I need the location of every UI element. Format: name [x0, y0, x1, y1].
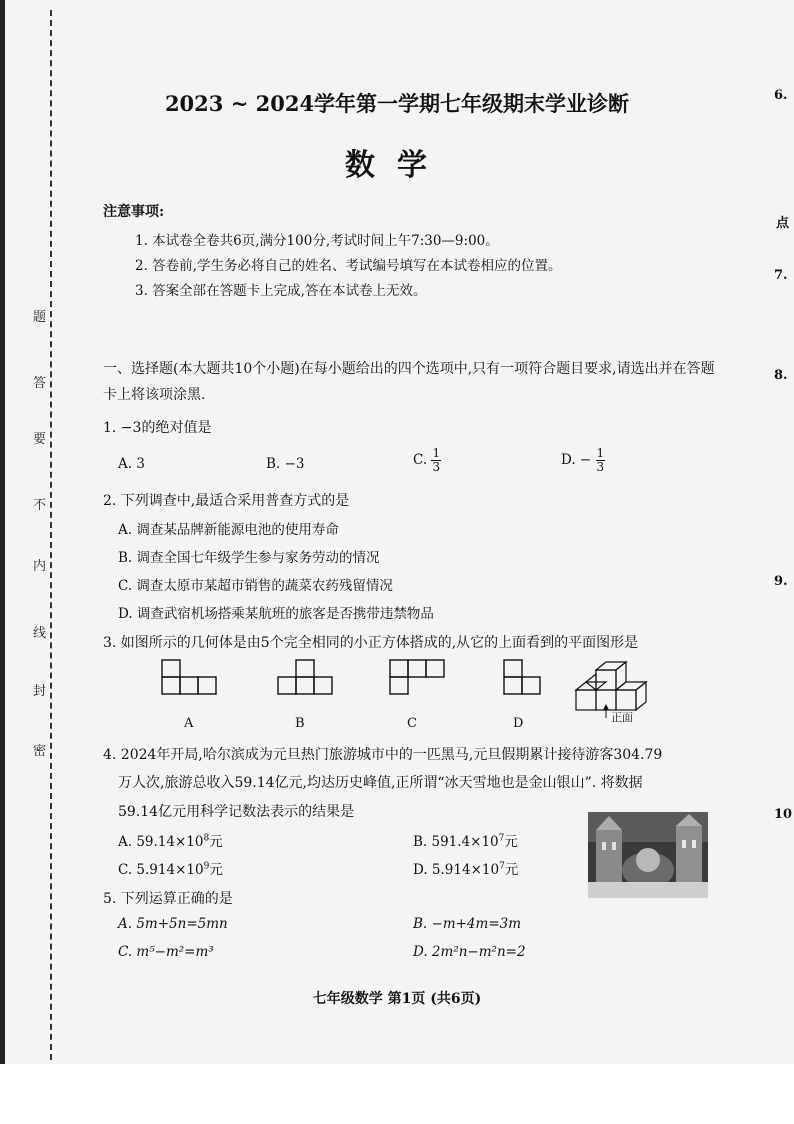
q3-figures — [158, 656, 658, 722]
seal-char: 不 — [33, 498, 47, 513]
q4-c-exp: 9 — [203, 861, 210, 872]
q3-label-b: B — [295, 716, 305, 731]
page-footer: 七年级数学 第1页 (共6页) — [312, 991, 482, 1007]
q2-option-d: D. 调查武宿机场搭乘某航班的旅客是否携带违禁物品 — [118, 606, 434, 622]
q5-option-b: B. −m+4m=3m — [413, 916, 522, 932]
q3-option-c-figure — [390, 660, 444, 694]
q3-option-b-figure — [278, 660, 332, 694]
fraction-numerator: 1 — [596, 446, 605, 460]
fraction-denominator: 3 — [596, 460, 605, 474]
q5-option-c: C. m⁵−m²=m³ — [118, 944, 214, 960]
q4-a-exp: 8 — [203, 833, 210, 844]
question-4-line1: 4. 2024年开局,哈尔滨成为元旦热门旅游城市中的一匹黑马,元旦假期累计接待游客304.79 — [103, 747, 663, 763]
q3-solid-figure — [576, 662, 646, 710]
q4-d-base: D. 5.914×10 — [413, 862, 500, 878]
harbin-photo — [588, 812, 708, 898]
fraction-numerator: 1 — [432, 446, 441, 460]
q4-a-unit: 元 — [209, 834, 223, 850]
notes-heading: 注意事项: — [103, 204, 165, 220]
next-page-label: 点 — [776, 216, 790, 231]
exam-title: 2023 ~ 2024学年第一学期七年级期末学业诊断 — [164, 91, 630, 116]
question-2-stem: 2. 下列调查中,最适合采用普查方式的是 — [103, 493, 350, 509]
q4-c-base: C. 5.914×10 — [118, 862, 204, 878]
q4-b-unit: 元 — [504, 834, 518, 850]
seal-char: 要 — [33, 432, 47, 447]
question-3-stem: 3. 如图所示的几何体是由5个完全相同的小正方体搭成的,从它的上面看到的平面图形是 — [103, 635, 639, 651]
q1-option-a: A. 3 — [118, 456, 145, 472]
next-page-label: 8. — [774, 368, 788, 383]
q3-label-a: A — [184, 716, 194, 731]
seal-char: 密 — [33, 744, 47, 759]
q3-option-d-figure — [504, 660, 540, 694]
q1-option-c — [413, 447, 441, 474]
front-arrow-head — [603, 704, 609, 710]
q4-option-b — [413, 830, 518, 850]
seal-char: 内 — [33, 559, 47, 574]
question-4-line2: 万人次,旅游总收入59.14亿元,均达历史峰值,正所谓“冰天雪地也是金山银山”. 将数据 — [118, 775, 643, 791]
note-item: 3. 答案全部在答题卡上完成,答在本试卷上无效。 — [135, 283, 427, 299]
q4-a-base: A. 59.14×10 — [118, 834, 204, 850]
q3-label-c: C — [407, 716, 417, 731]
next-page-label: 9. — [774, 574, 788, 589]
q4-d-unit: 元 — [504, 862, 519, 878]
fraction — [431, 447, 441, 474]
q4-d-exp: 7 — [499, 861, 505, 872]
q1-option-c-prefix: C. — [413, 452, 428, 468]
q4-c-unit: 元 — [209, 862, 223, 878]
q4-option-c — [118, 858, 223, 878]
q3-label-d: D — [513, 716, 524, 731]
fraction-denominator: 3 — [432, 460, 441, 474]
q3-front-label: 正面 — [611, 711, 633, 724]
seal-char: 答 — [33, 376, 47, 391]
next-page-label: 7. — [774, 268, 788, 283]
q5-option-a: A. 5m+5n=5mn — [118, 916, 228, 932]
seal-char: 线 — [33, 626, 47, 641]
seal-char: 封 — [33, 684, 47, 699]
note-item: 1. 本试卷全卷共6页,满分100分,考试时间上午7:30—9:00。 — [135, 233, 499, 249]
note-item: 2. 答卷前,学生务必将自己的姓名、考试编号填写在本试卷相应的位置。 — [135, 258, 562, 274]
section-intro: 一、选择题(本大题共10个小题)在每小题给出的四个选项中,只有一项符合题目要求,请选出并在答题卡上将该项涂黑. — [103, 361, 715, 403]
q2-option-b: B. 调查全国七年级学生参与家务劳动的情况 — [118, 550, 380, 566]
fraction — [596, 447, 606, 474]
q1-option-d — [561, 447, 605, 474]
q4-option-d — [413, 858, 518, 878]
q1-option-b: B. −3 — [266, 456, 305, 472]
q5-option-d: D. 2m²n−m²n=2 — [413, 944, 526, 960]
q4-option-a — [118, 830, 223, 850]
next-page-label: 10 — [774, 807, 793, 822]
question-5-stem: 5. 下列运算正确的是 — [103, 891, 233, 907]
question-4-line3: 59.14亿元用科学记数法表示的结果是 — [118, 804, 355, 820]
seal-char: 题 — [33, 310, 47, 325]
q4-b-base: B. 591.4×10 — [413, 834, 499, 850]
q3-option-a-figure — [162, 660, 216, 694]
next-page-label: 6. — [774, 88, 788, 103]
question-1-stem: 1. −3的绝对值是 — [103, 420, 212, 436]
q2-option-c: C. 调查太原市某超市销售的蔬菜农药残留情况 — [118, 578, 393, 594]
q2-option-a: A. 调查某品牌新能源电池的使用寿命 — [118, 522, 339, 538]
q4-b-exp: 7 — [498, 833, 505, 844]
q1-option-d-prefix: D. − — [561, 452, 592, 468]
subject-title: 数学 — [345, 148, 449, 183]
